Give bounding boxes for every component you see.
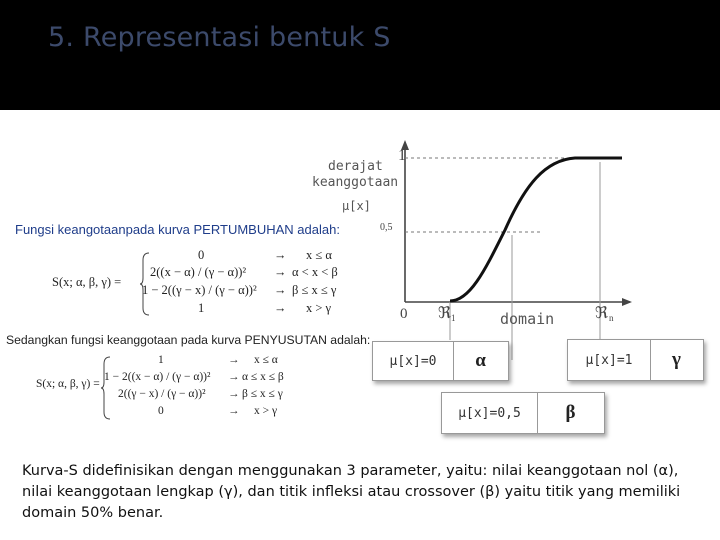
label-pertumbuhan: Fungsi keangotaanpada kurva PERTUMBUHAN adalah:: [15, 222, 340, 237]
s-curve-graph: [300, 140, 640, 360]
fg-row2-cond: α < x < β: [292, 265, 338, 279]
x-tick-rn-sub: n: [609, 313, 614, 323]
slide-caption: Kurva-S didefinisikan dengan menggunakan 3 parameter, yaitu: nilai keanggotaan nol (α), nilai keanggotaan lengkap (γ), dan titik infleksi atau crossover (β) yaitu titik yang memiliki domain 50% benar.: [22, 463, 681, 521]
x-tick-r1-sub: 1: [451, 313, 456, 323]
fg-row3-expr: 1 − 2((γ − x) / (γ − α))²: [142, 283, 257, 297]
x-axis-arrow: [622, 298, 632, 306]
beta-box-label: μ[x]=0,5: [442, 393, 538, 433]
beta-box: [441, 392, 605, 434]
fg-row2-arrow: →: [274, 265, 287, 279]
fg-row2-expr: 2((x − α) / (γ − α))²: [150, 265, 247, 279]
ylabel-derajat: derajat: [328, 159, 383, 174]
fs-row4-arrow: →: [228, 405, 240, 417]
fs-row4-expr: 0: [158, 405, 164, 417]
alpha-box-label: μ[x]=0: [373, 342, 454, 380]
x-axis-label: domain: [500, 310, 555, 328]
fs-row3-expr: 2((γ − x) / (γ − α))²: [118, 388, 206, 400]
fs-row1-expr: 1: [158, 354, 164, 366]
fg-row3-arrow: →: [274, 283, 287, 297]
ylabel-keanggotaan: keanggotaan: [312, 175, 399, 190]
formula-shrink-lhs: S(x; α, β, γ) =: [36, 378, 100, 390]
fg-row1-cond: x ≤ α: [306, 248, 332, 262]
gamma-box-label: μ[x]=1: [568, 340, 651, 380]
fg-row4-expr: 1: [198, 301, 205, 315]
y-tick-half: 0,5: [380, 222, 393, 233]
fg-row1-arrow: →: [274, 248, 287, 262]
fs-row2-cond: α ≤ x ≤ β: [242, 371, 284, 383]
slide-title: 5. Representasi bentuk S: [48, 22, 391, 53]
formula-growth-lhs: S(x; α, β, γ) =: [52, 275, 122, 289]
alpha-box: [372, 341, 509, 381]
fs-row2-arrow: →: [228, 371, 240, 383]
y-tick-zero: 0: [400, 306, 408, 322]
label-penyusutan: Sedangkan fungsi keanggotaan pada kurva PENYUSUTAN adalah:: [6, 333, 371, 347]
y-tick-one: 1: [398, 147, 406, 164]
fg-row1-expr: 0: [198, 248, 205, 262]
formula-shrink-brace: [101, 356, 111, 420]
beta-symbol: β: [565, 402, 576, 423]
x-tick-rn: ℜ: [595, 305, 609, 322]
fs-row3-arrow: →: [228, 388, 240, 400]
fs-row1-cond: x ≤ α: [254, 354, 278, 366]
gamma-symbol: γ: [672, 349, 681, 370]
gamma-box: [567, 339, 704, 381]
fs-row3-cond: β ≤ x ≤ γ: [242, 388, 283, 400]
fs-row4-cond: x > γ: [254, 405, 278, 417]
fg-row3-cond: β ≤ x ≤ γ: [292, 283, 337, 297]
alpha-symbol: α: [475, 350, 486, 371]
ylabel-mu: μ[x]: [342, 199, 371, 213]
x-tick-r1: ℜ: [438, 305, 452, 322]
slide-header: [0, 0, 720, 110]
fs-row1-arrow: →: [228, 354, 240, 366]
s-curve: [450, 158, 622, 301]
fs-row2-expr: 1 − 2((x − α) / (γ − α))²: [104, 371, 211, 383]
fg-row4-cond: x > γ: [306, 301, 332, 315]
fg-row4-arrow: →: [274, 301, 287, 315]
